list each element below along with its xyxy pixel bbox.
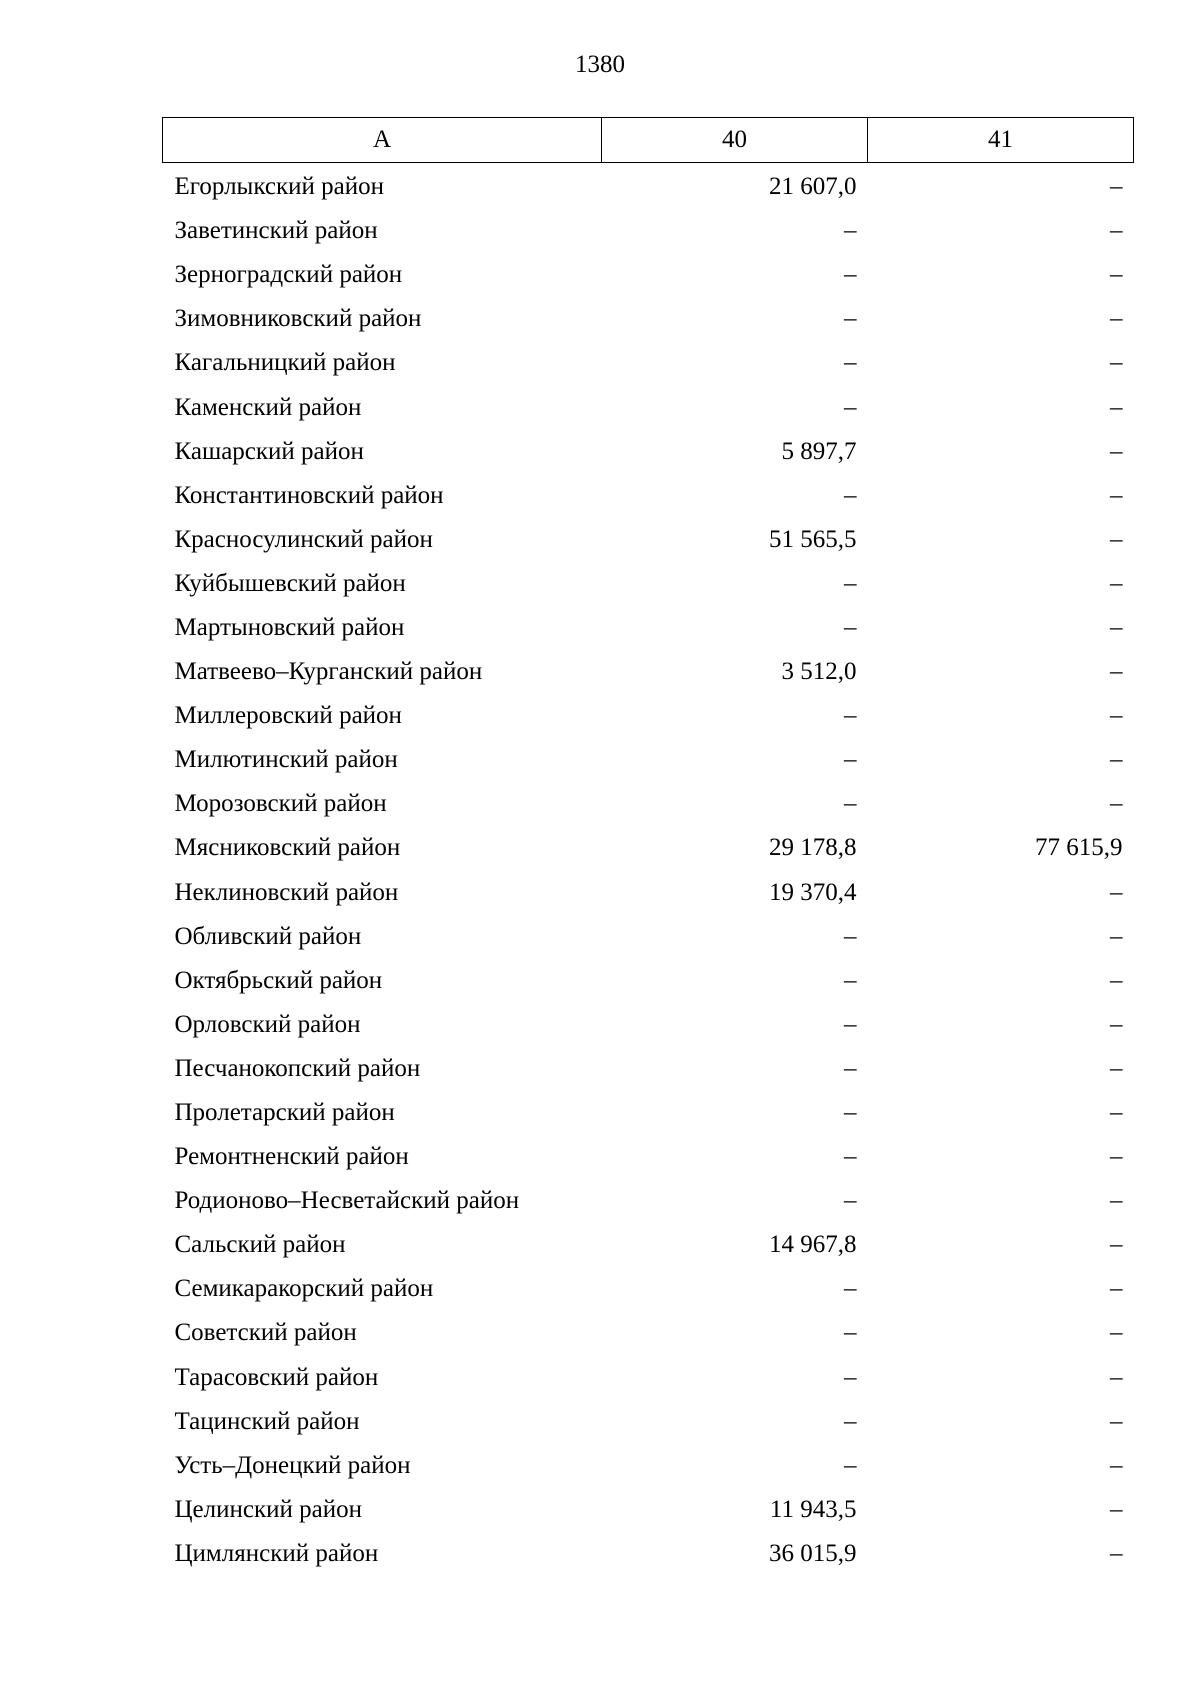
table-row	[163, 1223, 1134, 1267]
value-cell-41: –	[1110, 569, 1123, 597]
table-row	[163, 341, 1134, 385]
value-cell-40: –	[844, 305, 857, 333]
table-row	[163, 253, 1134, 297]
value-cell-40: –	[844, 261, 857, 289]
table-row	[163, 474, 1134, 518]
table-row	[163, 1267, 1134, 1311]
value-cell-40: –	[844, 1275, 857, 1303]
district-name-cell: Тарасовский район	[174, 1363, 379, 1391]
district-name-cell: Обливский район	[174, 922, 362, 950]
table-row	[163, 871, 1134, 915]
value-cell-40: 3 512,0	[781, 658, 857, 686]
header-cell-41: 41	[868, 118, 1134, 163]
district-name-cell: Зимовниковский район	[174, 305, 422, 333]
table-row	[163, 562, 1134, 606]
table-row	[163, 1179, 1134, 1223]
value-cell-41: –	[1110, 746, 1123, 774]
district-name-cell: Тацинский район	[174, 1407, 360, 1435]
table-row	[163, 959, 1134, 1003]
value-cell-40: –	[844, 1054, 857, 1082]
value-cell-40: –	[844, 702, 857, 730]
district-name-cell: Матвеево–Курганский район	[174, 658, 483, 686]
table-row	[163, 1091, 1134, 1135]
value-cell-40: –	[844, 481, 857, 509]
value-cell-41: –	[1110, 966, 1123, 994]
value-cell-41: –	[1110, 173, 1123, 201]
value-cell-41: –	[1110, 349, 1123, 377]
district-name-cell: Цимлянский район	[174, 1539, 379, 1567]
value-cell-41: –	[1110, 481, 1123, 509]
value-cell-41: –	[1110, 305, 1123, 333]
district-name-cell: Константиновский район	[174, 481, 444, 509]
table-header	[163, 118, 1134, 163]
table-row	[163, 297, 1134, 341]
value-cell-40: –	[844, 569, 857, 597]
value-cell-41: –	[1110, 922, 1123, 950]
value-cell-40: –	[844, 1099, 857, 1127]
value-cell-41: 77 615,9	[1035, 834, 1123, 862]
value-cell-40: 21 607,0	[769, 173, 857, 201]
value-cell-41: –	[1110, 1539, 1123, 1567]
district-name-cell: Орловский район	[174, 1010, 361, 1038]
table-row	[163, 385, 1134, 429]
value-cell-40: –	[844, 1363, 857, 1391]
district-name-cell: Каменский район	[174, 393, 362, 421]
district-name-cell: Кашарский район	[174, 437, 364, 465]
value-cell-40: –	[844, 790, 857, 818]
district-name-cell: Целинский район	[174, 1495, 362, 1523]
value-cell-40: –	[844, 349, 857, 377]
table-row	[163, 1400, 1134, 1444]
value-cell-40: –	[844, 746, 857, 774]
value-cell-40: 29 178,8	[769, 834, 857, 862]
table-row	[163, 1444, 1134, 1488]
district-name-cell: Мясниковский район	[174, 834, 401, 862]
value-cell-41: –	[1110, 1231, 1123, 1259]
value-cell-40: 5 897,7	[781, 437, 857, 465]
header-row	[163, 118, 1134, 163]
value-cell-40: 11 943,5	[769, 1495, 857, 1523]
value-cell-40: –	[844, 1407, 857, 1435]
value-cell-40: –	[844, 1143, 857, 1171]
table-row	[163, 1532, 1134, 1576]
district-name-cell: Заветинский район	[174, 217, 378, 245]
table-row	[163, 738, 1134, 782]
district-name-cell: Пролетарский район	[174, 1099, 395, 1127]
table-row	[163, 1135, 1134, 1179]
value-cell-40: 51 565,5	[769, 525, 857, 553]
value-cell-41: –	[1110, 878, 1123, 906]
district-name-cell: Песчанокопский район	[174, 1054, 421, 1082]
table-row	[163, 1311, 1134, 1355]
value-cell-40: –	[844, 1451, 857, 1479]
table-row	[163, 782, 1134, 826]
value-cell-41: –	[1110, 1010, 1123, 1038]
value-cell-40: –	[844, 922, 857, 950]
value-cell-40: –	[844, 613, 857, 641]
value-cell-41: –	[1110, 1275, 1123, 1303]
value-cell-40: –	[844, 1010, 857, 1038]
value-cell-40: –	[844, 1187, 857, 1215]
value-cell-41: –	[1110, 1451, 1123, 1479]
table-row	[163, 694, 1134, 738]
value-cell-41: –	[1110, 1407, 1123, 1435]
page-number: 1380	[575, 51, 625, 78]
district-name-cell: Усть–Донецкий район	[174, 1451, 411, 1479]
value-cell-41: –	[1110, 1054, 1123, 1082]
data-table	[162, 117, 1134, 1576]
district-name-cell: Родионово–Несветайский район	[174, 1187, 520, 1215]
value-cell-40: –	[844, 966, 857, 994]
district-name-cell: Октябрьский район	[174, 966, 383, 994]
value-cell-40: 36 015,9	[769, 1539, 857, 1567]
value-cell-41: –	[1110, 1187, 1123, 1215]
value-cell-41: –	[1110, 525, 1123, 553]
district-name-cell: Милютинский район	[174, 746, 398, 774]
header-cell-40: 40	[602, 118, 868, 163]
value-cell-41: –	[1110, 613, 1123, 641]
value-cell-41: –	[1110, 1495, 1123, 1523]
table-row	[163, 1003, 1134, 1047]
value-cell-41: –	[1110, 437, 1123, 465]
table-row	[163, 606, 1134, 650]
value-cell-41: –	[1110, 790, 1123, 818]
value-cell-41: –	[1110, 702, 1123, 730]
value-cell-41: –	[1110, 1099, 1123, 1127]
table-row	[163, 209, 1134, 253]
district-name-cell: Зерноградский район	[174, 261, 403, 289]
district-name-cell: Семикаракорский район	[174, 1275, 434, 1303]
district-name-cell: Кагальницкий район	[174, 349, 396, 377]
value-cell-41: –	[1110, 393, 1123, 421]
district-name-cell: Егорлыкский район	[174, 173, 384, 201]
value-cell-41: –	[1110, 1319, 1123, 1347]
value-cell-41: –	[1110, 261, 1123, 289]
table-row	[163, 650, 1134, 694]
district-name-cell: Неклиновский район	[174, 878, 399, 906]
district-name-cell: Ремонтненский район	[174, 1143, 409, 1171]
value-cell-41: –	[1110, 658, 1123, 686]
district-name-cell: Миллеровский район	[174, 702, 402, 730]
table-row	[163, 826, 1134, 870]
district-name-cell: Морозовский район	[174, 790, 387, 818]
district-name-cell: Сальский район	[174, 1231, 346, 1259]
table-row	[163, 1356, 1134, 1400]
district-name-cell: Мартыновский район	[174, 613, 405, 641]
value-cell-41: –	[1110, 1363, 1123, 1391]
value-cell-41: –	[1110, 217, 1123, 245]
district-name-cell: Красносулинский район	[174, 525, 433, 553]
district-name-cell: Куйбышевский район	[174, 569, 406, 597]
district-name-cell: Советский район	[174, 1319, 357, 1347]
table-body	[163, 163, 1134, 1577]
value-cell-40: –	[844, 393, 857, 421]
value-cell-40: 19 370,4	[769, 878, 857, 906]
table-row	[163, 915, 1134, 959]
header-cell-a: А	[163, 118, 602, 163]
table-row	[163, 430, 1134, 474]
table-row	[163, 163, 1134, 210]
table-row	[163, 518, 1134, 562]
value-cell-40: –	[844, 1319, 857, 1347]
table-row	[163, 1047, 1134, 1091]
table-row	[163, 1488, 1134, 1532]
value-cell-40: –	[844, 217, 857, 245]
value-cell-40: 14 967,8	[769, 1231, 857, 1259]
value-cell-41: –	[1110, 1143, 1123, 1171]
